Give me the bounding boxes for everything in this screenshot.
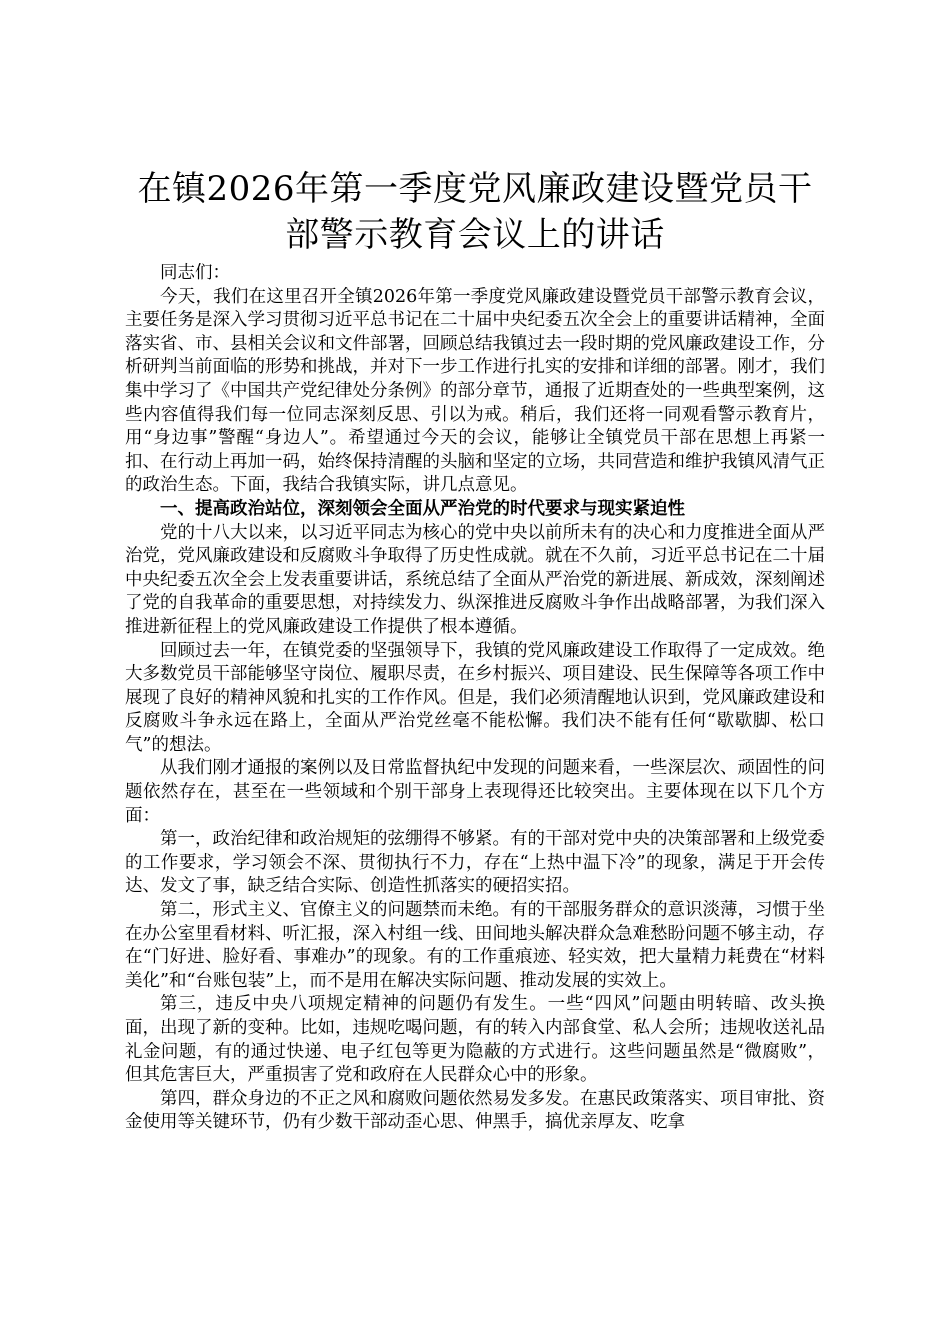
title-line-2: 部警示教育会议上的讲话: [285, 215, 665, 255]
document-page: [125, 166, 825, 1135]
section1-paragraph-4: 第一，政治纪律和政治规矩的弦绷得不够紧。有的干部对党中央的决策部署和上级党委的工作要求，学习领会不深、贯彻执行不力，存在“上热中温下冷”的现象，满足于开会传达、发文了事，缺乏结合实际、创造性抓落实的硬招实招。: [125, 829, 825, 897]
intro-paragraph: 今天，我们在这里召开全镇2026年第一季度党风廉政建设暨党员干部警示教育会议，主要任务是深入学习贯彻习近平总书记在二十届中央纪委五次全会上的重要讲话精神，全面落实省、市、县相关会议和文件部署，回顾总结我镇过去一段时期的党风廉政建设工作，分析研判当前面临的形势和挑战，并对下一步工作进行扎实的安排和详细的部署。刚才，我们集中学习了《中国共产党纪律处分条例》的部分章节，通报了近期查处的一些典型案例，这些内容值得我们每一位同志深刻反思、引以为戒。稍后，我们还将一同观看警示教育片，用“身边事”警醒“身边人”。希望通过今天的会议，能够让全镇党员干部在思想上再紧一扣、在行动上再加一码，始终保持清醒的头脑和坚定的立场，共同营造和维护我镇风清气正的政治生态。下面，我结合我镇实际，讲几点意见。: [125, 286, 825, 496]
title-line-1: 在镇2026年第一季度党风廉政建设暨党员干: [137, 169, 813, 209]
section1-paragraph-2: 回顾过去一年，在镇党委的坚强领导下，我镇的党风廉政建设工作取得了一定成效。绝大多数党员干部能够坚守岗位、履职尽责，在乡村振兴、项目建设、民生保障等各项工作中展现了良好的精神风貌和扎实的工作作风。但是，我们必须清醒地认识到，党风廉政建设和反腐败斗争永远在路上，全面从严治党丝毫不能松懈。我们决不能有任何“歇歇脚、松口气”的想法。: [125, 640, 825, 755]
document-title: [125, 166, 825, 258]
section1-paragraph-5: 第二，形式主义、官僚主义的问题禁而未绝。有的干部服务群众的意识淡薄，习惯于坐在办公室里看材料、听汇报，深入村组一线、田间地头解决群众急难愁盼问题不够主动，存在“门好进、脸好看、事难办”的现象。有的工作重痕迹、轻实效，把大量精力耗费在“材料美化”和“台账包装”上，而不是用在解决实际问题、推动发展的实效上。: [125, 900, 825, 991]
section1-paragraph-1: 党的十八大以来，以习近平同志为核心的党中央以前所未有的决心和力度推进全面从严治党，党风廉政建设和反腐败斗争取得了历史性成就。就在不久前，习近平总书记在二十届中央纪委五次全会上发表重要讲话，系统总结了全面从严治党的新进展、新成效，深刻阐述了党的自我革命的重要思想，对持续发力、纵深推进反腐败斗争作出战略部署，为我们深入推进新征程上的党风廉政建设工作提供了根本遵循。: [125, 522, 825, 637]
salutation: 同志们：: [160, 263, 230, 283]
document-body: [125, 262, 825, 1135]
section1-paragraph-3: 从我们刚才通报的案例以及日常监督执纪中发现的问题来看，一些深层次、顽固性的问题依然存在，甚至在一些领域和个别干部身上表现得还比较突出。主要体现在以下几个方面：: [125, 758, 825, 826]
section1-paragraph-7: 第四，群众身边的不正之风和腐败问题依然易发多发。在惠民政策落实、项目审批、资金使用等关键环节，仍有少数干部动歪心思、伸黑手，搞优亲厚友、吃拿: [125, 1088, 825, 1133]
section-heading-1: 一、提高政治站位，深刻领会全面从严治党的时代要求与现实紧迫性: [160, 498, 685, 519]
section1-paragraph-6: 第三，违反中央八项规定精神的问题仍有发生。一些“四风”问题由明转暗、改头换面，出现了新的变种。比如，违规吃喝问题，有的转入内部食堂、私人会所；违规收送礼品礼金问题，有的通过快递、电子红包等更为隐蔽的方式进行。这些问题虽然是“微腐败”，但其危害巨大，严重损害了党和政府在人民群众心中的形象。: [125, 994, 825, 1086]
